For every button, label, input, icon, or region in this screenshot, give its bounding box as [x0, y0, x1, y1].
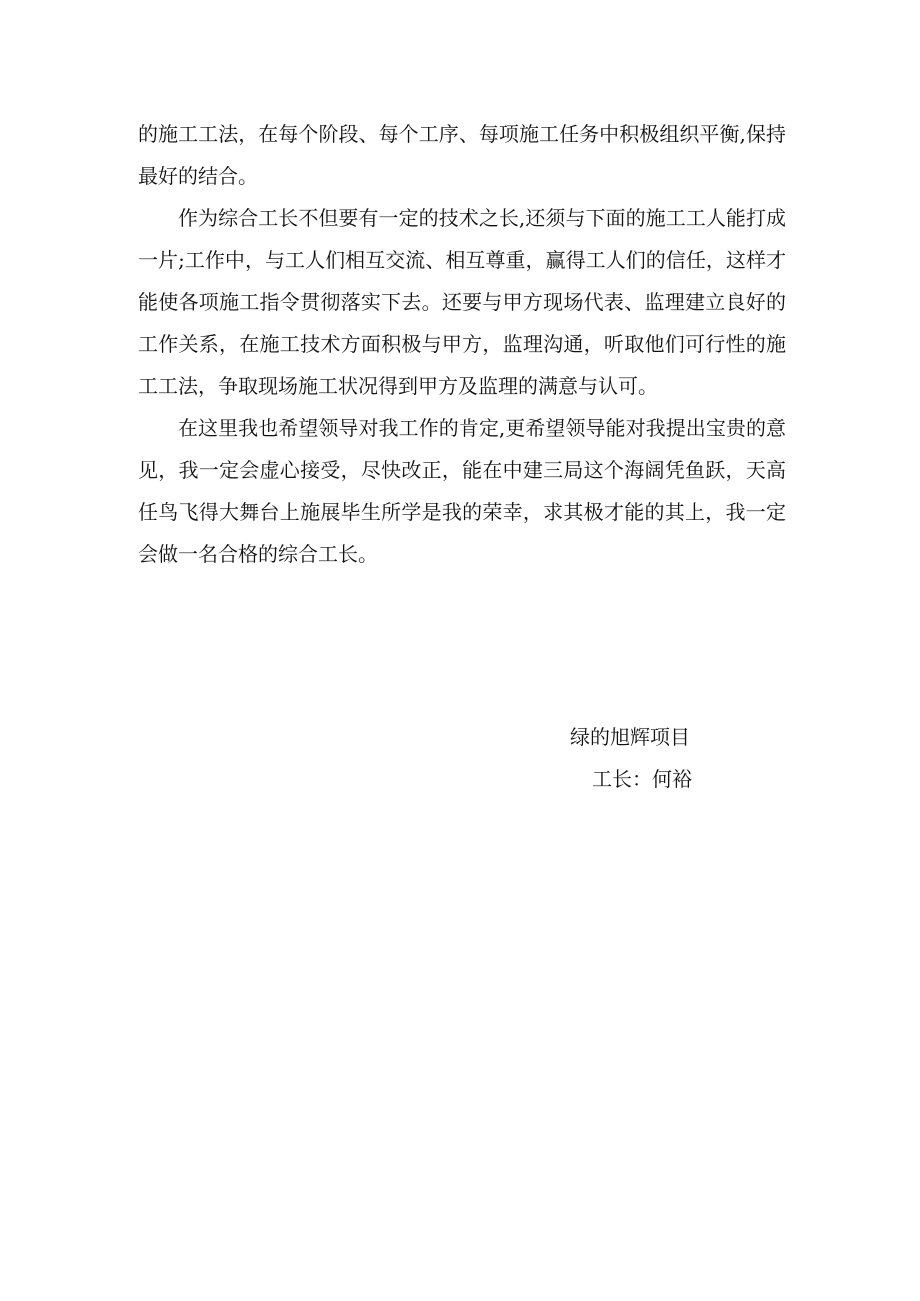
paragraph-continuation: 的施工工法，在每个阶段、每个工序、每项施工任务中积极组织平衡,保持最好的结合。: [138, 122, 786, 188]
signature-project: 绿的旭辉项目: [570, 725, 690, 749]
signature-block: [570, 716, 810, 800]
signature-name: 工长：何裕: [592, 767, 692, 791]
paragraph-closing: 在这里我也希望领导对我工作的肯定,更希望领导能对我提出宝贵的意见，我一定会虚心接受，尽快改正，能在中建三局这个海阔凭鱼跃，天高任鸟飞得大舞台上施展毕生所学是我的荣幸，求其极才能的其上，我一定会做一名合格的综合工长。: [138, 416, 786, 566]
paragraph-role-description: 作为综合工长不但要有一定的技术之长,还须与下面的施工工人能打成一片;工作中，与工人们相互交流、相互尊重，赢得工人们的信任，这样才能使各项施工指令贯彻落实下去。还要与甲方现场代表、监理建立良好的工作关系，在施工技术方面积极与甲方，监理沟通，听取他们可行性的施工工法，争取现场施工状况得到甲方及监理的满意与认可。: [138, 206, 786, 398]
body-text: [138, 113, 786, 575]
